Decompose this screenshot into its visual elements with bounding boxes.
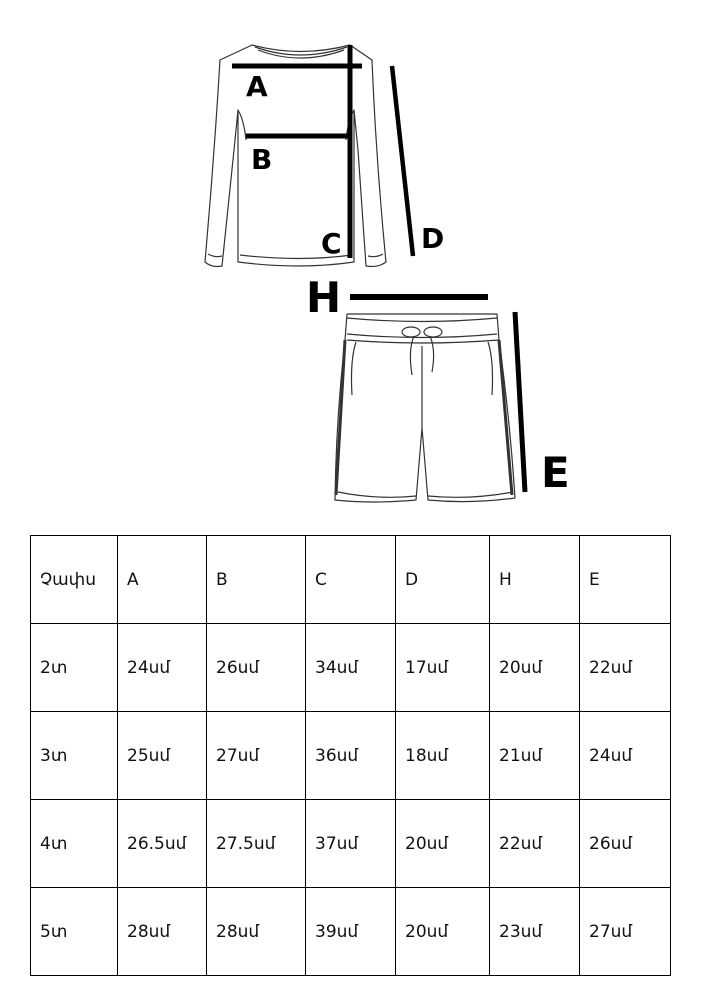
table-cell: 22սմ [580, 624, 671, 712]
table-cell: 26սմ [580, 800, 671, 888]
table-cell: 20սմ [396, 800, 490, 888]
table-row [31, 624, 671, 712]
table-cell: 22սմ [490, 800, 580, 888]
table-cell: 36սմ [306, 712, 396, 800]
table-cell: 26.5սմ [118, 800, 207, 888]
table-cell: 25սմ [118, 712, 207, 800]
table-cell: 28սմ [118, 888, 207, 976]
label-d: D [421, 222, 445, 255]
measure-line-d [392, 66, 413, 256]
label-c: C [321, 227, 342, 260]
header-cell: H [490, 536, 580, 624]
table-cell: 17սմ [396, 624, 490, 712]
table-cell: 34սմ [306, 624, 396, 712]
header-cell: Չափս [31, 536, 118, 624]
table-cell: 21սմ [490, 712, 580, 800]
table-cell: 28սմ [207, 888, 306, 976]
table-cell: 24սմ [118, 624, 207, 712]
table-header-row [31, 536, 671, 624]
table-cell: 23սմ [490, 888, 580, 976]
header-cell: C [306, 536, 396, 624]
size-chart-table [30, 535, 671, 976]
table-cell: 27սմ [580, 888, 671, 976]
header-cell: A [118, 536, 207, 624]
top-illustration [205, 45, 386, 267]
table-cell: 20սմ [396, 888, 490, 976]
table-cell: 20սմ [490, 624, 580, 712]
table-cell: 27.5սմ [207, 800, 306, 888]
header-cell: E [580, 536, 671, 624]
label-a: A [246, 70, 268, 103]
table-cell: 37սմ [306, 800, 396, 888]
table-row [31, 712, 671, 800]
label-b: B [251, 143, 273, 176]
table-row [31, 800, 671, 888]
header-cell: D [396, 536, 490, 624]
label-e: E [541, 448, 570, 497]
table-cell: 3տ [31, 712, 118, 800]
table-cell: 39սմ [306, 888, 396, 976]
shorts-illustration [335, 314, 515, 502]
header-cell: B [207, 536, 306, 624]
label-h: H [306, 273, 342, 322]
table-cell: 4տ [31, 800, 118, 888]
table-cell: 24սմ [580, 712, 671, 800]
table-row [31, 888, 671, 976]
table-cell: 18սմ [396, 712, 490, 800]
table-cell: 5տ [31, 888, 118, 976]
table-cell: 26սմ [207, 624, 306, 712]
measure-line-e [515, 312, 525, 492]
table-cell: 2տ [31, 624, 118, 712]
table-cell: 27սմ [207, 712, 306, 800]
